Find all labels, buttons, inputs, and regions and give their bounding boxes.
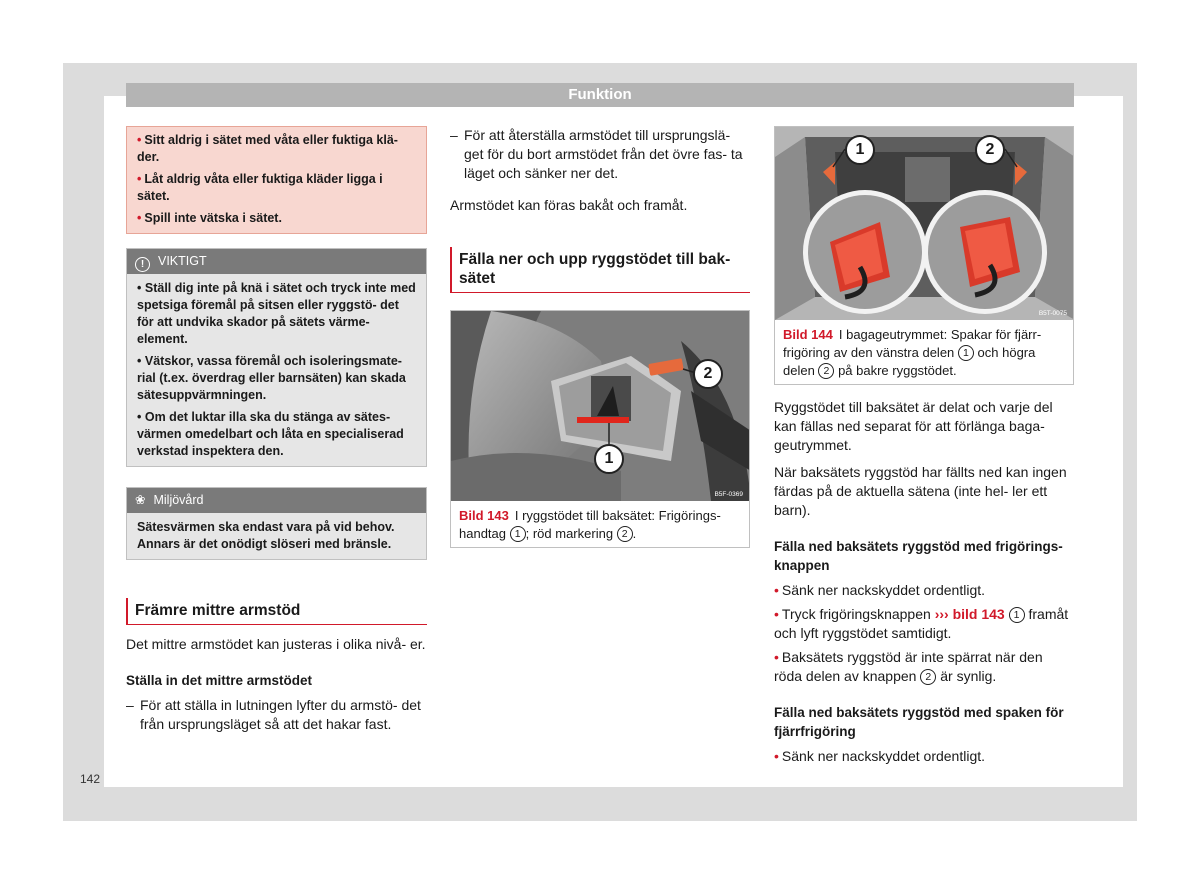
warning-item: • Sitt aldrig i sätet med våta eller fuktiga klä- der.	[137, 133, 398, 164]
leaf-icon: ❀	[135, 493, 146, 507]
miljo-body: Sätesvärmen ska endast vara på vid behov. Annars är det onödigt slöseri med bränsle.	[127, 513, 426, 559]
backrest-bullet-3: • Baksätets ryggstöd är inte spärrat när den röda delen av knappen 2 är synlig.	[774, 649, 1043, 684]
figure-144-callout-2: 2	[975, 135, 1005, 165]
column-1	[126, 126, 427, 734]
figure-143-callout-1: 1	[594, 444, 624, 474]
miljo-box	[126, 487, 427, 560]
warning-item: • Spill inte vätska i sätet.	[137, 211, 282, 225]
figure-143-image	[451, 311, 749, 501]
section-title-armrest: Främre mittre armstöd	[126, 598, 427, 625]
figure-143-caption: Bild 143 I ryggstödet till baksätet: Frigörings- handtag 1 ; röd markering 2 .	[459, 508, 721, 541]
seat-backrest-illustration	[451, 311, 749, 501]
figure-143-callout-2: 2	[693, 359, 723, 389]
armrest-subhead: Ställa in det mittre armstödet	[126, 673, 313, 688]
viktigt-box	[126, 248, 427, 467]
backrest-bullet-2: • Tryck frigöringsknappen ››› bild 143 1 framåt och lyft ryggstödet samtidigt.	[774, 606, 1069, 641]
figure-144	[774, 126, 1074, 385]
viktigt-item: • Ställ dig inte på knä i sätet och tryck inte med spetsiga föremål på sitsen eller ryggstö- det för att undvika skador på sätets värme- element.	[137, 281, 416, 346]
miljo-header: ❀ Miljövård	[127, 488, 426, 513]
backrest-subhead-2: Fälla ned baksätets ryggstöd med spaken för fjärrfrigöring	[774, 705, 1064, 739]
figure-143-code: B5F-0369	[714, 491, 743, 498]
viktigt-item: • Vätskor, vassa föremål och isoleringsmate- rial (t.ex. överdrag eller barnsäten) kan skada sätesuppvärmningen.	[137, 354, 406, 402]
figure-144-code: B5T-0075	[1038, 310, 1067, 317]
viktigt-item: • Om det luktar illa ska du stänga av sätes- värmen omedelbart och låta en specialiserad verkstad inspektera den.	[137, 410, 404, 458]
backrest-bullet-4: • Sänk ner nackskyddet ordentligt.	[774, 748, 986, 764]
figure-143	[450, 310, 750, 548]
backrest-para-2: När baksätets ryggstöd har fällts ned kan ingen färdas på de aktuella sätena (inte hel- ler ett barn).	[774, 464, 1067, 518]
backrest-para-1: Ryggstödet till baksätet är delat och varje del kan fällas ned separat för att förlänga baga- geutrymmet.	[774, 399, 1053, 453]
figure-144-caption: Bild 144 I bagageutrymmet: Spakar för fjärr- frigöring av den vänstra delen 1 och högra delen 2 på bakre ryggstödet.	[783, 327, 1042, 378]
figure-144-callout-1: 1	[845, 135, 875, 165]
warning-icon: !	[135, 257, 150, 272]
armrest-step-1: – För att ställa in lutningen lyfter du armstö- det från ursprungsläget så att det hakar fast.	[126, 697, 421, 732]
column-2	[450, 126, 750, 548]
armrest-intro: Det mittre armstödet kan justeras i olika nivå- er.	[126, 636, 426, 652]
page-number: 142	[80, 772, 101, 786]
backrest-bullet-1: • Sänk ner nackskyddet ordentligt.	[774, 582, 986, 598]
backrest-subhead-1: Fälla ned baksätets ryggstöd med frigörings- knappen	[774, 539, 1063, 573]
figure-144-image	[775, 127, 1073, 320]
armrest-para: Armstödet kan föras bakåt och framåt.	[450, 197, 688, 213]
section-title-backrest: Fälla ner och upp ryggstödet till bak- sätet	[450, 247, 750, 293]
warning-box-red	[126, 126, 427, 234]
trunk-illustration	[775, 127, 1073, 320]
column-3	[774, 126, 1074, 766]
viktigt-header: ! VIKTIGT	[127, 249, 426, 274]
chapter-header: Funktion	[126, 83, 1074, 107]
armrest-step-2: – För att återställa armstödet till ursprungslä- get för du bort armstödet från det övre fas- ta läget och sänker ner det.	[450, 127, 743, 181]
viktigt-body	[127, 274, 426, 466]
warning-item: • Låt aldrig våta eller fuktiga kläder ligga i sätet.	[137, 172, 383, 203]
figure-reference-link[interactable]: ››› bild 143	[934, 606, 1005, 622]
